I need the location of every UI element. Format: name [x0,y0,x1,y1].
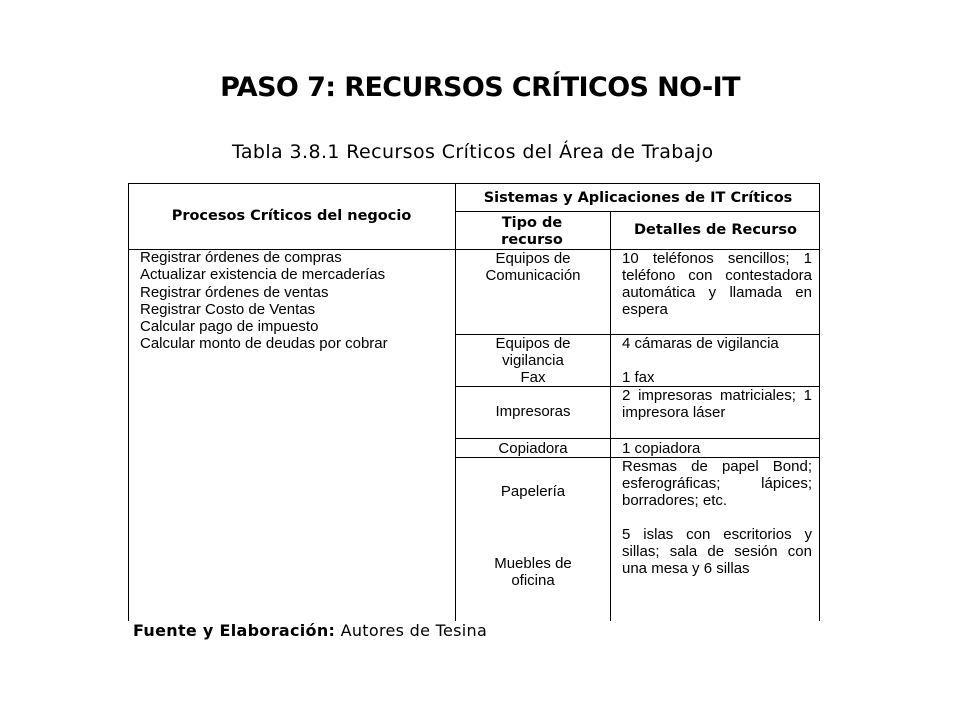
resource-type-surveillance: Equipos de vigilancia [495,335,571,369]
resource-type-communication: Equipos de Comunicación [485,250,581,284]
slide-title: PASO 7: RECURSOS CRÍTICOS NO-IT [220,72,740,103]
process-item: Calcular monto de deudas por cobrar [140,335,388,353]
column-divider-2 [610,211,611,621]
resources-table [128,183,820,621]
table-border-top [128,183,820,184]
resource-details-stationery: Resmas de papel Bond; esferográficas; lápices; borradores; etc. [622,458,812,509]
process-item: Calcular pago de impuesto [140,318,319,336]
process-item: Actualizar existencia de mercaderías [140,266,386,284]
footer-value: Autores de Tesina [340,621,488,640]
resource-details-furniture: 5 islas con escritorios y sillas; sala de sesión con una mesa y 6 sillas [622,526,812,577]
resource-type-furniture: Muebles de oficina [494,555,572,589]
resource-details-fax: 1 fax [622,369,655,386]
header-resource-details: Detalles de Recurso [634,222,797,238]
table-caption: Tabla 3.8.1 Recursos Críticos del Área de Trabajo [232,141,714,163]
resource-type-copier: Copiadora [498,440,568,457]
header-processes: Procesos Críticos del negocio [171,208,412,224]
header-systems-group: Sistemas y Aplicaciones de IT Críticos [483,190,793,206]
header-group-divider [455,211,820,212]
process-list [140,249,388,353]
process-item: Registrar órdenes de ventas [140,283,329,301]
resource-type-stationery: Papelería [500,483,566,500]
resource-details-copier: 1 copiadora [622,440,701,457]
resource-details-printers: 2 impresoras matriciales; 1 impresora láser [622,387,812,421]
resource-details-surveillance: 4 cámaras de vigilancia [622,335,779,352]
footer-label: Fuente y Elaboración: [133,621,336,640]
process-item: Registrar Costo de Ventas [140,300,316,318]
table-source-footer [133,621,487,640]
resource-type-fax: Fax [520,369,546,386]
header-resource-type: Tipo de recurso [501,215,563,248]
process-item: Registrar órdenes de compras [140,249,342,266]
resource-details-communication: 10 teléfonos sencillos; 1 teléfono con contestadora automática y llamada en espera [622,250,812,318]
row-divider-3 [455,438,820,439]
resource-type-printers: Impresoras [495,403,571,420]
